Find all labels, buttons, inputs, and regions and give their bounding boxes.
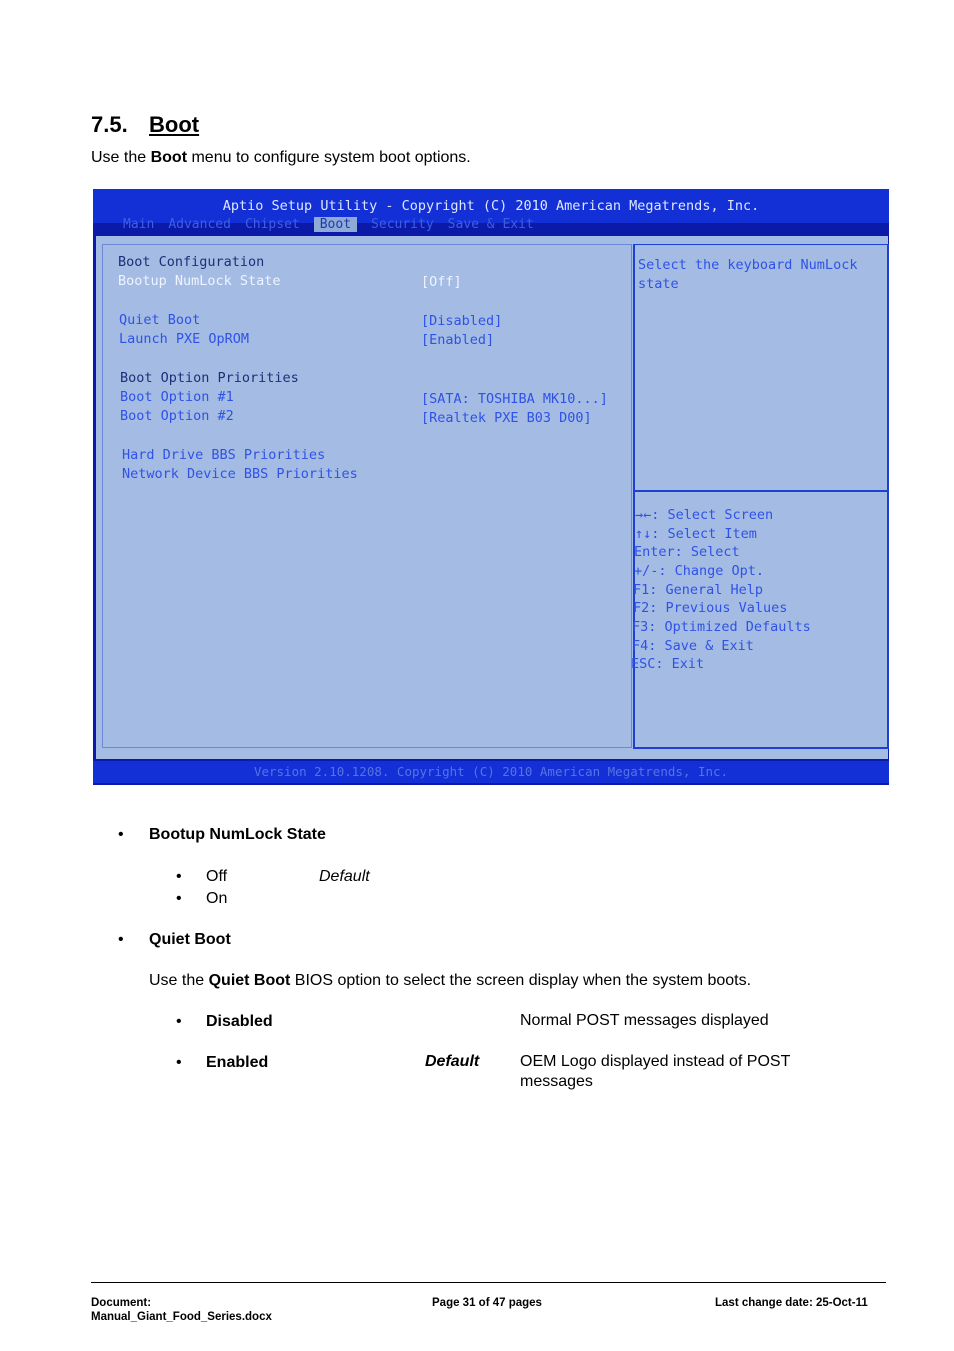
option-enabled: Enabled [206,1054,269,1071]
bios-boot1-label[interactable]: Boot Option #1 [120,389,234,405]
bios-tab-main[interactable]: Main [123,216,155,232]
option-off: Off [206,868,228,885]
bullet-enabled: • [176,1054,182,1071]
bios-boot2-value[interactable]: [Realtek PXE B03 D00] [421,410,592,426]
bios-right-frame [633,244,889,749]
bios-key-f4: F4: Save & Exit [632,638,754,654]
bios-title: Aptio Setup Utility - Copyright (C) 2010 American Megatrends, Inc. [93,189,889,223]
bios-boot-priorities: Boot Option Priorities [120,370,299,386]
bios-help-line-1: Select the keyboard NumLock [638,257,858,273]
bios-numlock-label[interactable]: Bootup NumLock State [118,273,281,289]
bios-key-f2: F2: Previous Values [633,600,788,616]
bullet-on: • [176,890,182,907]
bios-key-change: +/-: Change Opt. [634,563,765,579]
intro-post: menu to configure system boot options. [187,149,471,166]
quiet-desc-bold: Quiet Boot [208,972,291,989]
quiet-desc-pre: Use the [149,972,209,989]
bios-quiet-boot-label[interactable]: Quiet Boot [119,312,201,328]
section-heading [91,112,199,138]
intro-text [91,149,471,167]
footer-doc-label: Document: [91,1297,152,1309]
quiet-description [149,972,751,990]
footer-date: Last change date: 25-Oct-11 [715,1297,868,1309]
bullet-quiet: • [118,931,124,948]
option-off-default: Default [319,868,370,885]
section-number: 7.5. [91,112,128,137]
bios-footer: Version 2.10.1208. Copyright (C) 2010 American Megatrends, Inc. [93,761,889,783]
bios-key-select-screen: →←: Select Screen [635,507,774,523]
bios-tabs [93,213,889,235]
bullet-disabled: • [176,1013,182,1030]
bios-boot-configuration: Boot Configuration [118,254,265,270]
bios-key-f1: F1: General Help [633,582,764,598]
quiet-desc-post: BIOS option to select the screen display when the system boots. [290,972,752,989]
bios-key-select-item: ↑↓: Select Item [635,526,757,542]
option-enabled-desc-1: OEM Logo displayed instead of POST [520,1053,791,1070]
bios-tab-chipset[interactable]: Chipset [244,216,300,232]
bios-key-esc: ESC: Exit [631,656,705,672]
numlock-heading: Bootup NumLock State [149,826,326,843]
bios-numlock-value[interactable]: [Off] [421,274,462,290]
bios-pxe-value[interactable]: [Enabled] [421,332,495,348]
footer-page: Page 31 of 47 pages [432,1297,542,1309]
bios-panel [96,236,888,759]
intro-pre: Use the [91,149,151,166]
option-on: On [206,890,228,907]
bios-quiet-boot-value[interactable]: [Disabled] [421,313,503,329]
bullet-numlock: • [118,826,124,843]
option-enabled-desc-2: messages [520,1073,593,1090]
option-enabled-default: Default [425,1053,480,1070]
bios-pxe-label[interactable]: Launch PXE OpROM [119,331,250,347]
footer-doc-name: Manual_Giant_Food_Series.docx [91,1311,272,1323]
bios-tab-boot[interactable]: Boot [314,217,357,232]
bios-right-divider [633,490,889,492]
intro-bold: Boot [150,149,188,166]
bios-screenshot [93,189,889,785]
footer-rule [91,1282,886,1283]
bios-hdd-bbs[interactable]: Hard Drive BBS Priorities [122,447,326,463]
bios-tab-advanced[interactable]: Advanced [168,216,231,232]
section-title: Boot [149,112,200,137]
quiet-heading: Quiet Boot [149,931,231,948]
bios-tab-security[interactable]: Security [371,216,434,232]
bios-key-f3: F3: Optimized Defaults [632,619,811,635]
bullet-off: • [176,868,182,885]
bios-help-line-2: state [638,276,679,292]
bios-tab-save-exit[interactable]: Save & Exit [447,216,534,232]
bios-key-enter: Enter: Select [634,544,740,560]
option-disabled-desc: Normal POST messages displayed [520,1012,769,1029]
bios-net-bbs[interactable]: Network Device BBS Priorities [122,466,358,482]
bios-boot1-value[interactable]: [SATA: TOSHIBA MK10...] [421,391,608,407]
bios-boot2-label[interactable]: Boot Option #2 [120,408,234,424]
option-disabled: Disabled [206,1013,273,1030]
